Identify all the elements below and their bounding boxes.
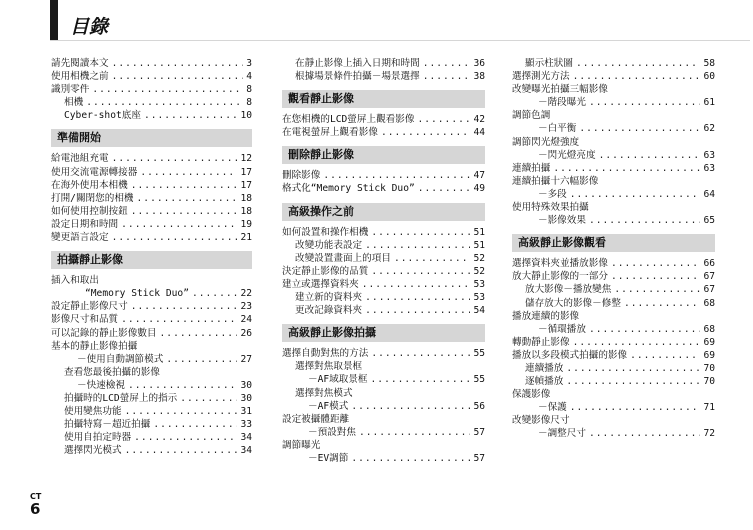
- toc-page-number: 64: [703, 188, 715, 200]
- toc-page-number: 38: [473, 71, 485, 83]
- toc-entry[interactable]: [512, 96, 715, 109]
- toc-leader-dots: [323, 169, 470, 182]
- toc-entry-title: 播放連續的影像: [512, 310, 580, 322]
- toc-entry-title: 決定靜止影像的品質: [282, 265, 369, 277]
- toc-page-number: 69: [703, 336, 715, 348]
- toc-entry-title: 選擇對焦模式: [295, 387, 353, 399]
- toc-page-number: 58: [703, 58, 715, 69]
- toc-entry[interactable]: [282, 226, 485, 239]
- toc-page-number: 65: [703, 215, 715, 227]
- toc-entry[interactable]: [512, 336, 715, 349]
- toc-entry[interactable]: [51, 166, 252, 179]
- toc-page-number: 24: [240, 314, 252, 326]
- toc-entry[interactable]: [51, 431, 252, 444]
- toc-leader-dots: [589, 427, 700, 440]
- toc-page-number: 34: [240, 432, 252, 444]
- toc-entry-title: －階段曝光: [538, 97, 586, 109]
- section-header-deleting: 刪除靜止影像: [282, 146, 485, 164]
- toc-page-number: 52: [473, 265, 485, 277]
- toc-entry-title: 調節閃光燈強度: [512, 136, 580, 148]
- toc-page-number: 56: [473, 400, 485, 412]
- toc-entry[interactable]: [512, 175, 715, 188]
- toc-entry[interactable]: [282, 126, 485, 139]
- toc-leader-dots: [423, 57, 471, 70]
- toc-group-advanced-shooting: [282, 347, 485, 465]
- toc-page-number: 70: [703, 362, 715, 374]
- toc-entry-title: 顯示柱狀圖: [525, 58, 573, 69]
- toc-entry-title: －多段: [538, 188, 567, 200]
- toc-entry-title: －循環播放: [538, 323, 586, 335]
- toc-page-number: 53: [473, 278, 485, 290]
- toc-entry[interactable]: [282, 373, 485, 386]
- toc-entry[interactable]: [51, 83, 252, 96]
- toc-group-continued: [282, 57, 485, 83]
- toc-entry[interactable]: [512, 201, 715, 214]
- toc-entry-title: －調整尺寸: [538, 428, 586, 440]
- section-header-shooting: 拍攝靜止影像: [51, 251, 252, 269]
- toc-group-continued-2: [512, 57, 715, 227]
- toc-leader-dots: [576, 57, 700, 70]
- toc-leader-dots: [423, 70, 471, 83]
- toc-entry[interactable]: [512, 323, 715, 336]
- toc-entry-title: 調節色調: [512, 110, 551, 122]
- toc-page-number: 60: [703, 71, 715, 83]
- toc-entry[interactable]: [282, 360, 485, 373]
- toc-leader-dots: [140, 166, 237, 179]
- toc-entry[interactable]: [282, 347, 485, 360]
- toc-entry-title: 影像尺寸和品質: [51, 314, 119, 326]
- toc-entry-title: －AF域取景框: [308, 374, 368, 386]
- toc-entry-title: 建立新的資料夾: [295, 292, 363, 304]
- toc-leader-dots: [553, 162, 700, 175]
- toc-entry-title: 查看您最後拍攝的影像: [64, 366, 160, 378]
- toc-page-number: 42: [473, 114, 485, 126]
- toc-page-number: 4: [246, 71, 252, 83]
- toc-entry-title: 連續拍攝十六幅影像: [512, 175, 599, 187]
- toc-leader-dots: [371, 226, 470, 239]
- toc-leader-dots: [614, 283, 700, 296]
- toc-entry[interactable]: [512, 83, 715, 96]
- toc-entry[interactable]: [512, 214, 715, 227]
- toc-page-number: 55: [473, 348, 485, 360]
- toc-page-number: 67: [703, 271, 715, 283]
- toc-entry-title: 設定被攝體距離: [282, 413, 350, 425]
- toc-page-number: 12: [240, 153, 252, 165]
- toc-entry[interactable]: [51, 444, 252, 457]
- toc-leader-dots: [112, 57, 244, 70]
- toc-entry-title: 在靜止影像上插入日期和時間: [295, 58, 420, 69]
- toc-page-number: 21: [240, 232, 252, 244]
- toc-entry-title: 儲存放大的影像－修整: [525, 297, 621, 309]
- toc-entry-title: 選擇對焦取景框: [295, 361, 363, 373]
- toc-page-number: 72: [703, 428, 715, 440]
- toc-leader-dots: [566, 362, 700, 375]
- toc-entry-title: 變更語言設定: [51, 232, 109, 244]
- toc-entry-title: 改變功能表設定: [295, 239, 363, 251]
- toc-entry-title: 在您相機的LCD螢屏上觀看影像: [282, 114, 415, 126]
- toc-entry[interactable]: [512, 109, 715, 122]
- toc-page-number: 22: [240, 288, 252, 300]
- toc-leader-dots: [417, 113, 470, 126]
- toc-entry[interactable]: [51, 405, 252, 418]
- toc-page-number: 18: [240, 192, 252, 204]
- toc-entry[interactable]: [512, 310, 715, 323]
- toc-entry-title: 使用交流電源轉接器: [51, 166, 138, 178]
- toc-leader-dots: [573, 336, 701, 349]
- toc-page-number: 66: [703, 258, 715, 270]
- toc-entry-title: 連續播放: [525, 362, 564, 374]
- toc-entry[interactable]: [282, 239, 485, 252]
- toc-page-number: 10: [240, 110, 252, 122]
- toc-entry-title: “Memory Stick Duo”: [85, 288, 189, 300]
- toc-entry-title: 在海外使用本相機: [51, 179, 128, 191]
- section-header-advanced-viewing: 高級靜止影像觀看: [512, 234, 715, 252]
- toc-leader-dots: [153, 418, 237, 431]
- toc-entry-title: 設定日期和時間: [51, 218, 119, 230]
- toc-entry-title: 可以記錄的靜止影像數目: [51, 327, 157, 339]
- toc-entry[interactable]: [512, 375, 715, 388]
- toc-entry-title: 格式化“Memory Stick Duo”: [282, 183, 415, 195]
- toc-page-number: 57: [473, 452, 485, 464]
- toc-leader-dots: [134, 431, 237, 444]
- toc-leader-dots: [86, 96, 243, 109]
- toc-entry-title: －保護: [538, 402, 567, 414]
- toc-page-number: 62: [703, 123, 715, 135]
- toc-entry-title: 選擇自動對焦的方法: [282, 348, 369, 360]
- toc-leader-dots: [365, 291, 470, 304]
- toc-page-number: 26: [240, 327, 252, 339]
- toc-leader-dots: [125, 444, 238, 457]
- toc-leader-dots: [371, 347, 470, 360]
- toc-entry[interactable]: [512, 270, 715, 283]
- toc-leader-dots: [589, 214, 700, 227]
- toc-leader-dots: [371, 265, 470, 278]
- toc-leader-dots: [128, 379, 237, 392]
- toc-entry[interactable]: [512, 283, 715, 296]
- toc-entry-title: 拍攝時的LCD螢屏上的指示: [64, 392, 178, 404]
- toc-leader-dots: [144, 109, 237, 122]
- toc-leader-dots: [579, 122, 700, 135]
- toc-page-number: 18: [240, 205, 252, 217]
- toc-leader-dots: [589, 323, 700, 336]
- toc-entry-title: 建立或選擇資料夾: [282, 278, 359, 290]
- toc-leader-dots: [121, 218, 237, 231]
- toc-leader-dots: [351, 400, 470, 413]
- toc-leader-dots: [570, 188, 701, 201]
- toc-entry-title: 改變曝光拍攝三幅影像: [512, 84, 608, 96]
- toc-leader-dots: [589, 96, 700, 109]
- toc-leader-dots: [112, 70, 244, 83]
- toc-page-number: 31: [240, 406, 252, 418]
- toc-page-number: 33: [240, 419, 252, 431]
- toc-entry-title: －預設對焦: [308, 426, 356, 438]
- toc-page-number: 57: [473, 426, 485, 438]
- toc-entry[interactable]: [51, 274, 252, 287]
- toc-entry[interactable]: [282, 182, 485, 195]
- toc-leader-dots: [137, 192, 238, 205]
- page-number: 6: [30, 500, 41, 518]
- toc-leader-dots: [365, 304, 470, 317]
- toc-entry-title: 拍攝特寫－超近拍攝: [64, 419, 151, 431]
- language-code: CT: [30, 492, 42, 501]
- toc-entry[interactable]: [51, 366, 252, 379]
- toc-leader-dots: [365, 239, 470, 252]
- toc-entry[interactable]: [51, 340, 252, 353]
- toc-page-number: 70: [703, 376, 715, 388]
- section-header-before-advanced: 高級操作之前: [282, 203, 485, 221]
- toc-entry[interactable]: [282, 452, 485, 465]
- toc-entry[interactable]: [51, 205, 252, 218]
- toc-entry-title: 放大影像－播放變焦: [525, 284, 612, 296]
- toc-entry-title: 改變影像尺寸: [512, 415, 570, 427]
- toc-entry[interactable]: [51, 300, 252, 313]
- toc-entry[interactable]: [512, 427, 715, 440]
- section-header-advanced-shooting: 高級靜止影像拍攝: [282, 324, 485, 342]
- toc-entry-title: －AF模式: [308, 400, 349, 412]
- toc-leader-dots: [381, 126, 471, 139]
- toc-entry[interactable]: [282, 70, 485, 83]
- toc-group-before-advanced: [282, 226, 485, 318]
- toc-page-number: 68: [703, 323, 715, 335]
- toc-entry-title: －閃光燈亮度: [538, 149, 596, 161]
- toc-entry[interactable]: [282, 413, 485, 426]
- toc-page-number: 54: [473, 305, 485, 317]
- toc-leader-dots: [131, 300, 238, 313]
- toc-leader-dots: [611, 270, 701, 283]
- toc-column-2: [282, 57, 485, 465]
- toc-entry[interactable]: [512, 362, 715, 375]
- toc-entry[interactable]: [282, 278, 485, 291]
- toc-page-number: 36: [473, 58, 485, 69]
- toc-page-number: 61: [703, 97, 715, 109]
- toc-entry[interactable]: [51, 287, 252, 300]
- toc-page-number: 51: [473, 226, 485, 238]
- toc-entry[interactable]: [282, 252, 485, 265]
- toc-entry-title: 選擇資料夾並播放影像: [512, 258, 608, 270]
- toc-entry[interactable]: [51, 327, 252, 340]
- toc-group-advanced-viewing: [512, 257, 715, 440]
- toc-leader-dots: [180, 392, 237, 405]
- toc-page-number: 55: [473, 374, 485, 386]
- toc-entry[interactable]: [51, 70, 252, 83]
- toc-entry[interactable]: [282, 265, 485, 278]
- toc-leader-dots: [112, 231, 238, 244]
- toc-entry-title: 轉動靜止影像: [512, 336, 570, 348]
- toc-entry-title: Cyber-shot底座: [64, 110, 141, 122]
- toc-entry[interactable]: [51, 96, 252, 109]
- toc-page-number: 23: [240, 301, 252, 313]
- toc-leader-dots: [630, 349, 700, 362]
- page-title: 目錄: [70, 16, 109, 38]
- toc-entry[interactable]: [51, 418, 252, 431]
- toc-entry[interactable]: [282, 426, 485, 439]
- toc-entry[interactable]: [51, 179, 252, 192]
- toc-entry-title: 更改記錄資料夾: [295, 305, 363, 317]
- toc-column-3: [512, 57, 715, 441]
- toc-leader-dots: [166, 353, 237, 366]
- toc-entry[interactable]: [51, 392, 252, 405]
- toc-entry[interactable]: [282, 439, 485, 452]
- toc-page-number: 44: [473, 127, 485, 139]
- toc-leader-dots: [624, 297, 701, 310]
- toc-page-number: 30: [240, 392, 252, 404]
- toc-leader-dots: [573, 70, 701, 83]
- toc-entry[interactable]: [512, 414, 715, 427]
- toc-entry[interactable]: [51, 313, 252, 326]
- toc-leader-dots: [351, 452, 470, 465]
- toc-entry-title: 基本的靜止影像拍攝: [51, 340, 138, 352]
- toc-entry[interactable]: [512, 297, 715, 310]
- toc-column-1: [51, 57, 252, 457]
- toc-leader-dots: [394, 252, 471, 265]
- toc-page-number: 53: [473, 292, 485, 304]
- toc-leader-dots: [92, 83, 243, 96]
- toc-entry-title: 在電視螢屏上觀看影像: [282, 127, 378, 139]
- toc-entry-title: －快速檢視: [77, 379, 125, 391]
- toc-page-number: 51: [473, 239, 485, 251]
- toc-entry[interactable]: [51, 152, 252, 165]
- toc-leader-dots: [121, 313, 237, 326]
- toc-leader-dots: [131, 205, 238, 218]
- toc-page-number: 27: [240, 353, 252, 365]
- toc-entry-title: 播放以多段模式拍攝的影像: [512, 349, 628, 361]
- toc-page-number: 63: [703, 162, 715, 174]
- toc-entry-title: 改變設置畫面上的項目: [295, 252, 391, 264]
- toc-entry[interactable]: [512, 188, 715, 201]
- toc-entry[interactable]: [51, 218, 252, 231]
- toc-page-number: 30: [240, 379, 252, 391]
- toc-entry[interactable]: [282, 169, 485, 182]
- toc-entry-title: 連續拍攝: [512, 162, 551, 174]
- toc-entry-title: 使用自拍定時器: [64, 432, 132, 444]
- header-rule: [50, 40, 750, 41]
- toc-entry[interactable]: [512, 257, 715, 270]
- toc-entry[interactable]: [51, 192, 252, 205]
- toc-page-number: 19: [240, 218, 252, 230]
- toc-entry-title: 刪除影像: [282, 170, 321, 182]
- toc-entry[interactable]: [51, 231, 252, 244]
- toc-page-number: 49: [473, 183, 485, 195]
- toc-page-number: 8: [246, 84, 252, 96]
- toc-entry[interactable]: [51, 353, 252, 366]
- toc-page-number: 17: [240, 166, 252, 178]
- toc-entry-title: 放大靜止影像的一部分: [512, 271, 608, 283]
- toc-leader-dots: [160, 327, 238, 340]
- toc-page-number: 17: [240, 179, 252, 191]
- toc-group-shooting: [51, 274, 252, 457]
- toc-group-prepare: [51, 152, 252, 244]
- toc-entry-title: 保護影像: [512, 389, 551, 401]
- toc-entry[interactable]: [51, 109, 252, 122]
- toc-page-number: 67: [703, 284, 715, 296]
- toc-leader-dots: [359, 426, 470, 439]
- toc-entry[interactable]: [512, 122, 715, 135]
- toc-entry-title: －使用自動調節模式: [77, 353, 164, 365]
- toc-entry[interactable]: [282, 113, 485, 126]
- toc-entry-title: 使用相機之前: [51, 71, 109, 83]
- toc-page-number: 63: [703, 149, 715, 161]
- toc-entry[interactable]: [282, 304, 485, 317]
- toc-leader-dots: [192, 287, 237, 300]
- toc-group-deleting: [282, 169, 485, 195]
- toc-entry-title: 請先閱讀本文: [51, 58, 109, 69]
- toc-entry-title: 逐幀播放: [525, 376, 564, 388]
- toc-entry[interactable]: [282, 400, 485, 413]
- toc-page-number: 34: [240, 445, 252, 457]
- toc-leader-dots: [570, 401, 701, 414]
- toc-entry[interactable]: [512, 149, 715, 162]
- toc-page-number: 8: [246, 97, 252, 109]
- toc-leader-dots: [131, 179, 238, 192]
- toc-entry[interactable]: [282, 57, 485, 70]
- toc-entry-title: 設定靜止影像尺寸: [51, 301, 128, 313]
- toc-entry-title: 根據場景條件拍攝－場景選擇: [295, 71, 420, 83]
- toc-leader-dots: [611, 257, 701, 270]
- toc-leader-dots: [371, 373, 471, 386]
- toc-entry[interactable]: [512, 57, 715, 70]
- toc-entry-title: 相機: [64, 97, 84, 109]
- toc-group-viewing: [282, 113, 485, 139]
- toc-entry[interactable]: [512, 388, 715, 401]
- toc-entry-title: 選擇測光方法: [512, 71, 570, 83]
- toc-entry-title: 使用變焦功能: [64, 406, 122, 418]
- toc-entry[interactable]: [51, 57, 252, 70]
- toc-entry-title: 給電池組充電: [51, 153, 109, 165]
- toc-entry-title: 如何使用控制按鈕: [51, 205, 128, 217]
- toc-entry-title: 選擇閃光模式: [64, 445, 122, 457]
- toc-group-intro: [51, 57, 252, 122]
- toc-entry[interactable]: [512, 70, 715, 83]
- toc-leader-dots: [112, 152, 238, 165]
- toc-entry-title: 如何設置和操作相機: [282, 226, 369, 238]
- toc-entry[interactable]: [282, 291, 485, 304]
- toc-entry[interactable]: [282, 387, 485, 400]
- toc-entry-title: 識別零件: [51, 84, 90, 96]
- toc-entry[interactable]: [512, 401, 715, 414]
- toc-page-number: 47: [473, 170, 485, 182]
- toc-entry-title: 插入和取出: [51, 275, 99, 287]
- section-header-prepare: 準備開始: [51, 129, 252, 147]
- toc-entry[interactable]: [51, 379, 252, 392]
- toc-entry-title: 使用特殊效果拍攝: [512, 202, 589, 214]
- toc-entry[interactable]: [512, 349, 715, 362]
- toc-leader-dots: [362, 278, 471, 291]
- header-bar: [50, 0, 58, 40]
- toc-entry[interactable]: [512, 136, 715, 149]
- toc-page-number: 69: [703, 349, 715, 361]
- toc-entry-title: －影像效果: [538, 215, 586, 227]
- toc-page-number: 52: [473, 252, 485, 264]
- toc-entry[interactable]: [512, 162, 715, 175]
- toc-leader-dots: [566, 375, 700, 388]
- toc-leader-dots: [599, 149, 701, 162]
- toc-leader-dots: [418, 182, 471, 195]
- toc-leader-dots: [125, 405, 238, 418]
- section-header-viewing: 觀看靜止影像: [282, 90, 485, 108]
- toc-entry-title: 打開/關閉您的相機: [51, 192, 134, 204]
- toc-page-number: 3: [246, 58, 252, 69]
- toc-entry-title: －EV調節: [308, 452, 349, 464]
- toc-entry-title: －白平衡: [538, 123, 577, 135]
- toc-entry-title: 調節曝光: [282, 439, 321, 451]
- toc-page-number: 68: [703, 297, 715, 309]
- toc-page-number: 71: [703, 402, 715, 414]
